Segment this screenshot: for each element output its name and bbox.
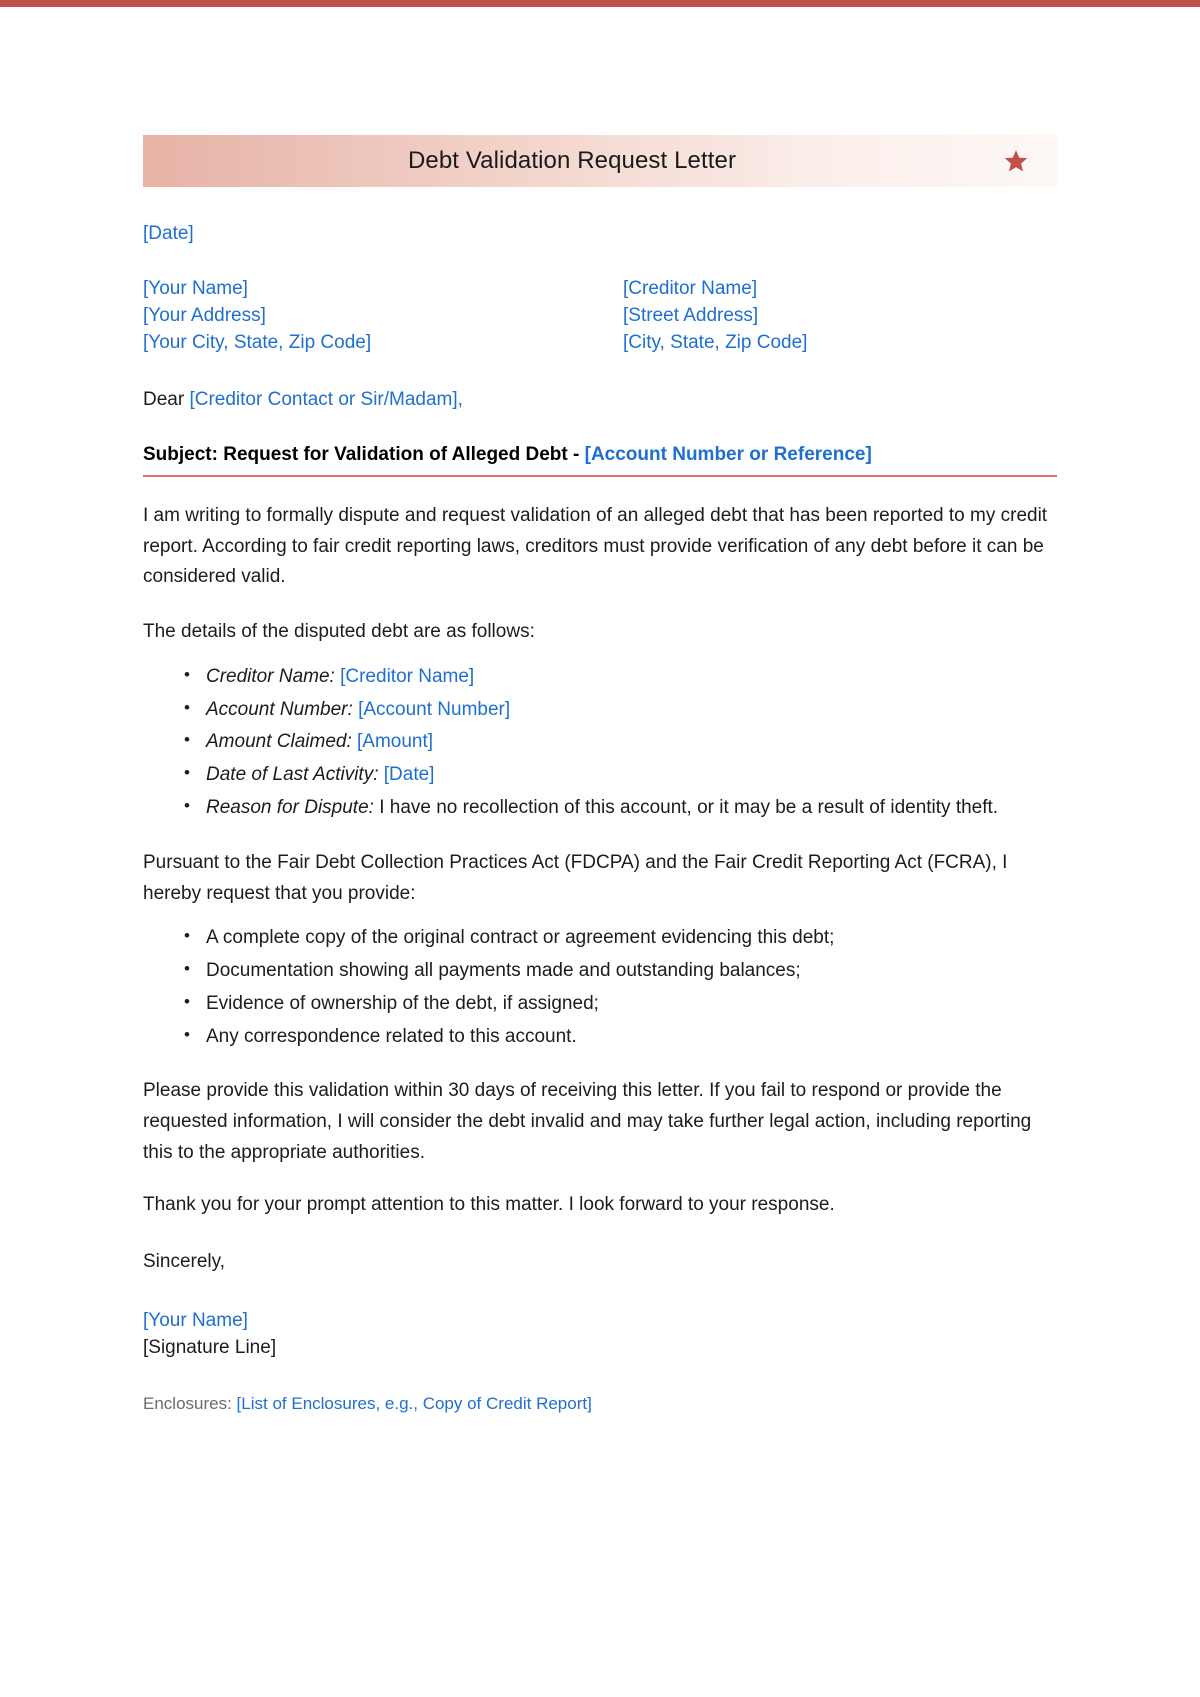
document-page <box>0 7 1200 1697</box>
list-item: • Documentation showing all payments made and outstanding balances; <box>184 956 1057 987</box>
signature-line: [Signature Line] <box>143 1337 277 1359</box>
enclosures-line <box>143 1392 1057 1416</box>
detail-label: Creditor Name: <box>206 665 335 687</box>
detail-label: Account Number: <box>206 698 353 720</box>
sender-address: [Your Address] <box>143 304 266 326</box>
paragraph-statutes: Pursuant to the Fair Debt Collection Practices Act (FDCPA) and the Fair Credit Reporting Act (FCRA), I hereby request that you provide: <box>143 851 1008 904</box>
letter-content <box>143 135 1057 1416</box>
date-placeholder <box>143 221 1057 248</box>
salutation-placeholder: [Creditor Contact or Sir/Madam] <box>189 388 458 410</box>
list-item <box>184 793 1057 824</box>
list-item <box>184 695 1057 726</box>
recipient-address: [Street Address] <box>623 304 759 326</box>
salutation-suffix: , <box>457 388 463 410</box>
list-item: • Evidence of ownership of the debt, if assigned; <box>184 989 1057 1020</box>
subject-divider <box>143 475 1057 477</box>
detail-value: [Date] <box>383 764 435 786</box>
list-item <box>184 727 1057 758</box>
detail-value: [Amount] <box>357 731 434 753</box>
paragraph-thanks: Thank you for your prompt attention to this matter. I look forward to your response. <box>143 1193 835 1215</box>
paragraph-deadline: Please provide this validation within 30 days of receiving this letter. If you fail to respond or provide the requested information, I will consider the debt invalid and may take further legal action, including reporting this to the appropriate authorities. <box>143 1080 1032 1163</box>
detail-label: Reason for Dispute: <box>206 796 374 818</box>
top-accent-bar <box>0 0 1200 7</box>
enclosures-placeholder: [List of Enclosures, e.g., Copy of Credit Report] <box>236 1394 592 1414</box>
list-item <box>184 662 1057 693</box>
enclosures-label: Enclosures: <box>143 1394 237 1414</box>
signature-block <box>143 1308 1057 1362</box>
subject-line <box>143 444 1057 466</box>
list-item: • Any correspondence related to this account. <box>184 1022 1057 1053</box>
detail-label: Amount Claimed: <box>206 731 352 753</box>
date-placeholder-text: [Date] <box>143 223 194 244</box>
paragraph-intro: I am writing to formally dispute and request validation of an alleged debt that has been reported to my credit report. According to fair credit reporting laws, creditors must provide verification of any debt before it can be considered valid. <box>143 504 1048 588</box>
page-title: Debt Validation Request Letter <box>407 147 737 174</box>
details-intro: The details of the disputed debt are as follows: <box>143 621 535 643</box>
closing-salutation: Sincerely, <box>143 1251 226 1273</box>
salutation <box>143 387 1057 414</box>
list-item <box>184 760 1057 791</box>
list-item: • A complete copy of the original contract or agreement evidencing this debt; <box>184 923 1057 954</box>
signature-name: [Your Name] <box>143 1310 248 1332</box>
subject-label: Subject: Request for Validation of Alleged Debt - <box>143 443 585 465</box>
sender-city-state-zip: [Your City, State, Zip Code] <box>143 331 372 353</box>
recipient-city-state-zip: [City, State, Zip Code] <box>623 331 808 353</box>
requested-items-list <box>143 923 1057 1052</box>
sender-name: [Your Name] <box>143 277 248 299</box>
recipient-name: [Creditor Name] <box>623 277 758 299</box>
address-block <box>143 276 1057 357</box>
subject-block <box>143 444 1057 477</box>
salutation-prefix: Dear <box>143 388 190 410</box>
debt-details-list <box>143 662 1057 824</box>
detail-value: [Account Number] <box>358 698 511 720</box>
title-band <box>143 135 1057 187</box>
detail-value: [Creditor Name] <box>340 665 475 687</box>
detail-value: I have no recollection of this account, or it may be a result of identity theft. <box>379 796 999 818</box>
detail-label: Date of Last Activity: <box>206 764 379 786</box>
subject-placeholder: [Account Number or Reference] <box>584 443 872 465</box>
star-icon <box>1003 148 1029 174</box>
